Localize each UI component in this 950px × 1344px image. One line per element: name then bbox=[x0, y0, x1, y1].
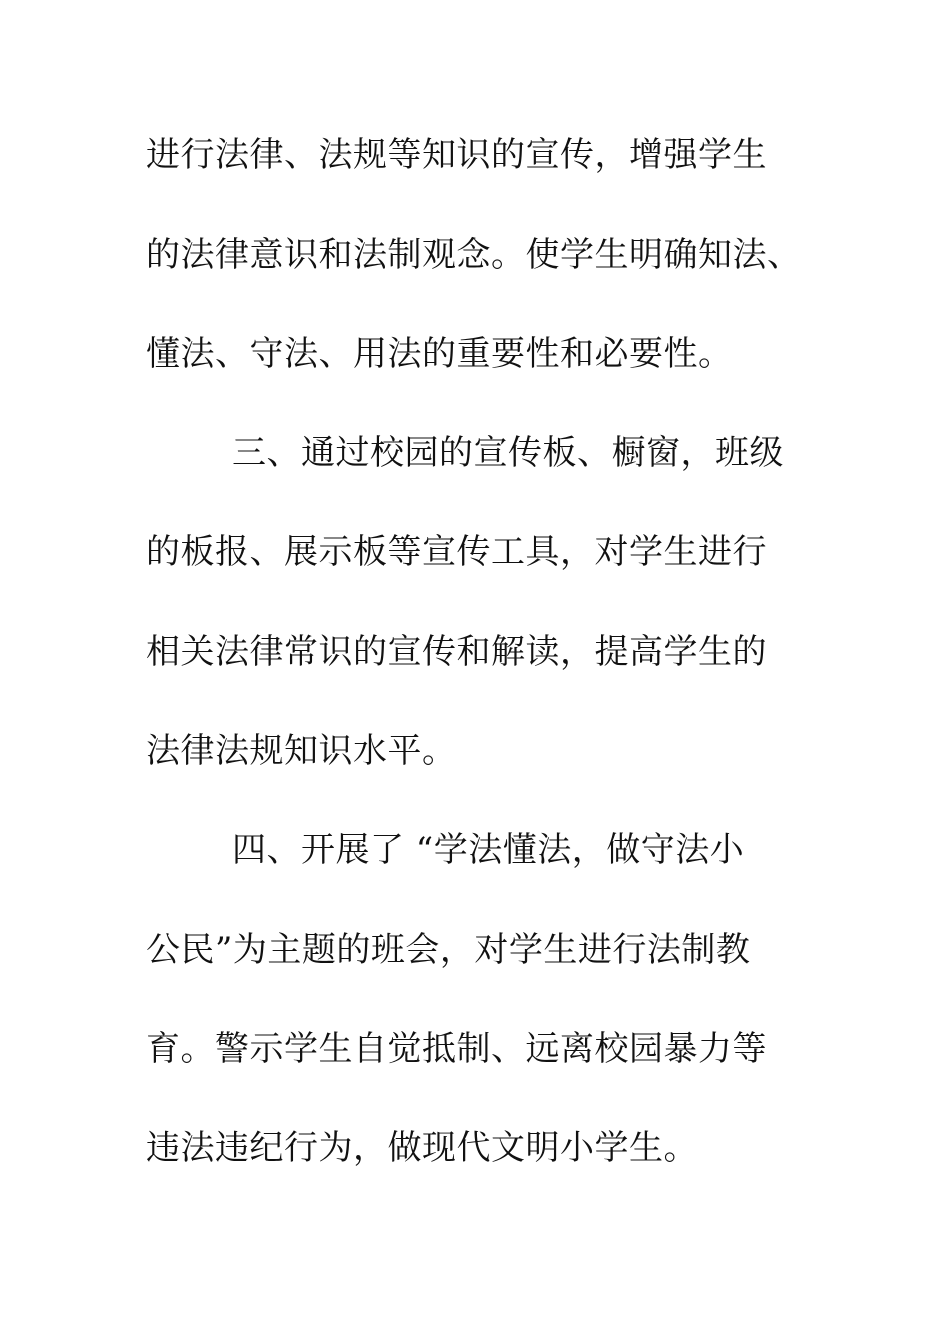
text-line: 法律法规知识水平。 bbox=[146, 731, 457, 771]
text-line: 的板报、展示板等宣传工具，对学生进行 bbox=[146, 532, 767, 572]
text-line: 育。警示学生自觉抵制、远离校园暴力等 bbox=[146, 1029, 767, 1069]
text-line: 的法律意识和法制观念。使学生明确知法、 bbox=[146, 235, 802, 275]
text-line: 懂法、守法、用法的重要性和必要性。 bbox=[146, 334, 733, 374]
text-line: 公民”为主题的班会，对学生进行法制教 bbox=[146, 930, 751, 970]
paragraph-start-line: 四、开展了 “学法懂法，做守法小 bbox=[232, 830, 745, 870]
paragraph-start-line: 三、通过校园的宣传板、橱窗，班级 bbox=[232, 433, 784, 473]
text-line: 违法违纪行为，做现代文明小学生。 bbox=[146, 1128, 698, 1168]
text-line: 进行法律、法规等知识的宣传，增强学生 bbox=[146, 135, 767, 175]
text-line: 相关法律常识的宣传和解读，提高学生的 bbox=[146, 632, 767, 672]
